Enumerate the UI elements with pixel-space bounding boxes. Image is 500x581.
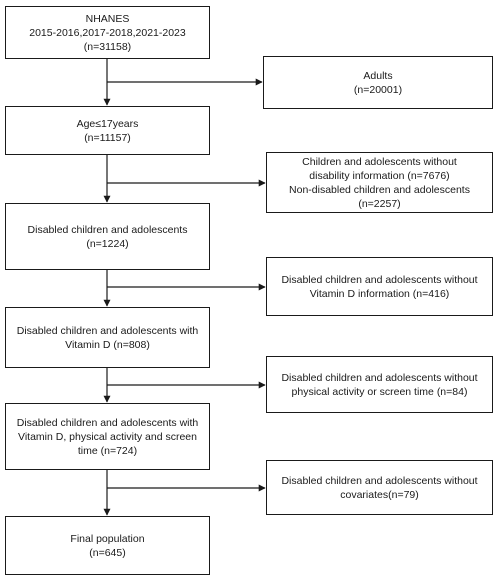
box-final-population bbox=[5, 516, 210, 575]
box-no-activity-text: Disabled children and adolescents without physical activity or screen time (n=84) bbox=[281, 371, 478, 398]
box-vitamin-d-population bbox=[5, 307, 210, 368]
box-final-text: Final population (n=645) bbox=[70, 532, 145, 559]
box-nhanes-source bbox=[5, 6, 210, 59]
box-disabled-population bbox=[5, 203, 210, 270]
box-no-vitamin-d-text: Disabled children and adolescents without Vitamin D information (n=416) bbox=[281, 273, 478, 300]
box-disabled-text: Disabled children and adolescents (n=1224) bbox=[27, 223, 188, 250]
box-nhanes-text: NHANES 2015-2016,2017-2018,2021-2023 (n=31158) bbox=[29, 12, 186, 53]
box-adults-text: Adults (n=20001) bbox=[353, 69, 403, 96]
box-no-covariates-text: Disabled children and adolescents without covariates(n=79) bbox=[281, 474, 478, 501]
box-excluded-no-activity bbox=[266, 356, 493, 413]
box-excluded-adults bbox=[263, 56, 493, 109]
box-vitamin-d-text: Disabled children and adolescents with Vitamin D (n=808) bbox=[16, 324, 199, 351]
box-activity-population bbox=[5, 403, 210, 470]
box-excluded-no-vitamin-d bbox=[266, 257, 493, 316]
box-activity-text: Disabled children and adolescents with Vitamin D, physical activity and screen time (n=724) bbox=[16, 416, 199, 457]
box-no-disability-text: Children and adolescents without disability information (n=7676) Non-disabled children and adolescents (n=2257) bbox=[289, 155, 470, 210]
box-age-text: Age≤17years (n=11157) bbox=[76, 117, 139, 144]
box-excluded-no-disability bbox=[266, 152, 493, 213]
box-excluded-no-covariates bbox=[266, 460, 493, 515]
box-age-filter bbox=[5, 106, 210, 155]
